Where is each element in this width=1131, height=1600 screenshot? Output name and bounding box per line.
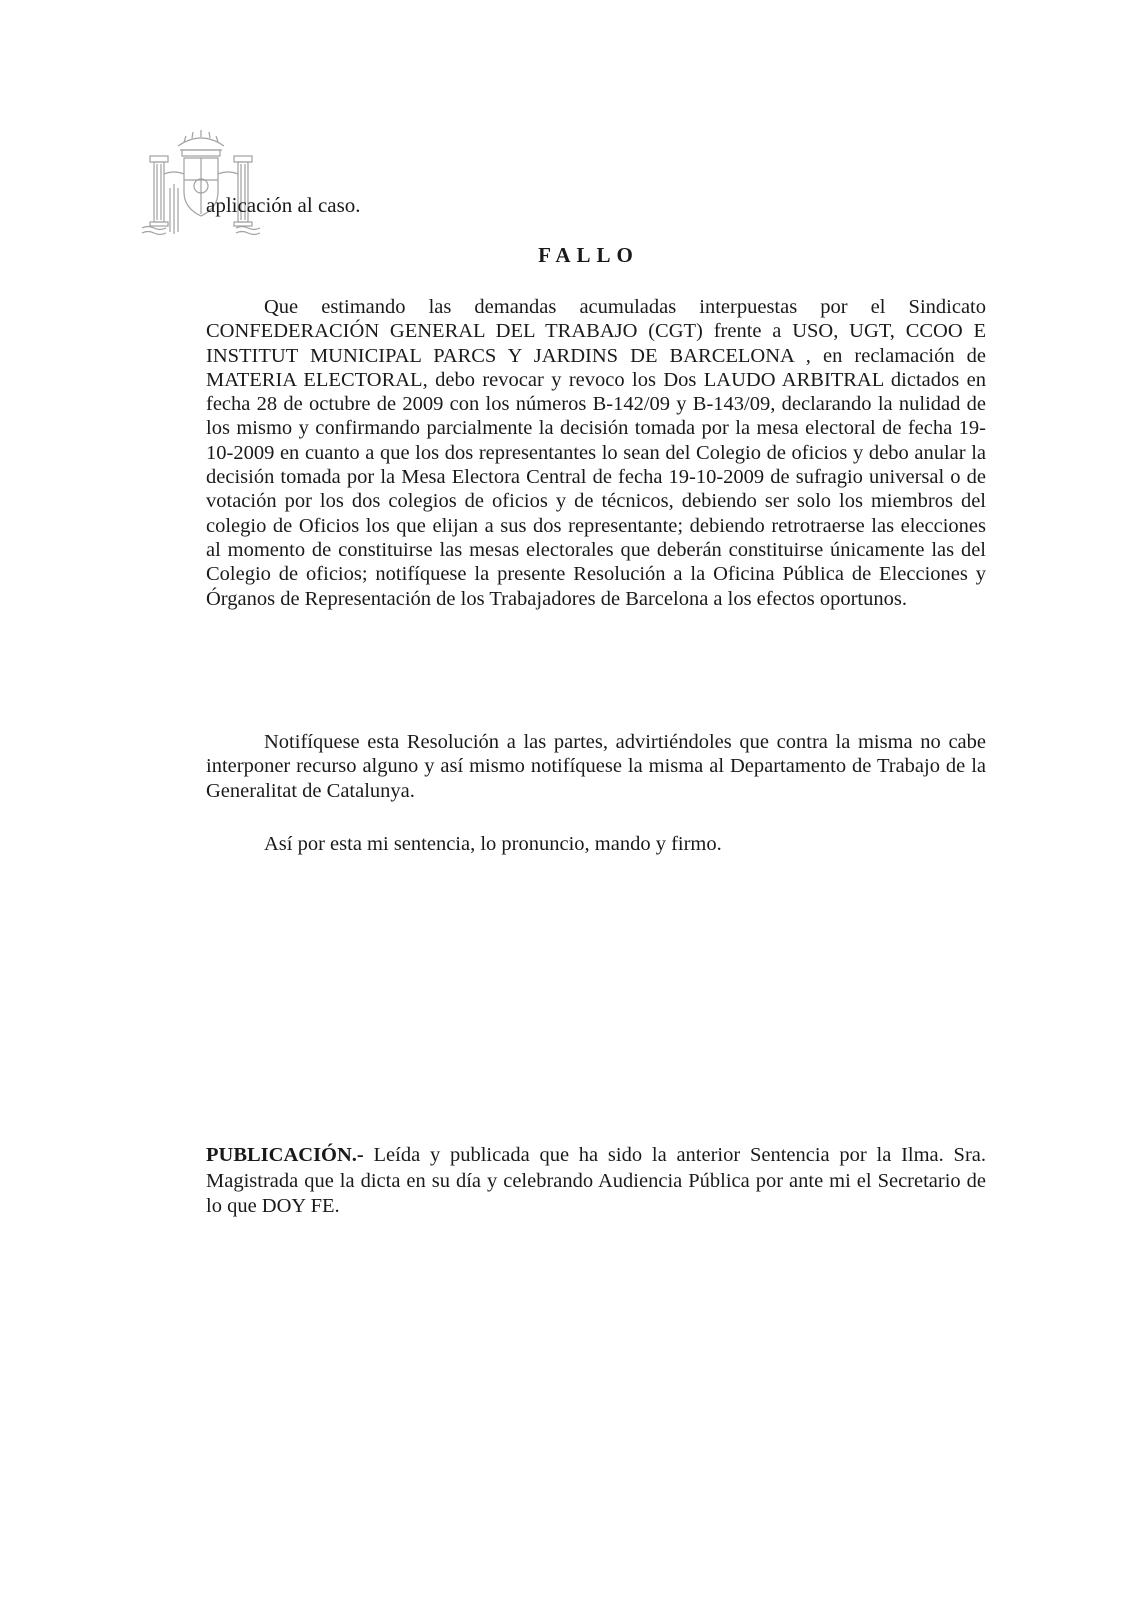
publication-label: PUBLICACIÓN.- <box>206 1144 364 1166</box>
notification-paragraph: Notifíquese esta Resolución a las partes, advirtiéndoles que contra la misma no cabe interponer recurso alguno y así mismo notifíquese la misma al Departamento de Trabajo de la Generalitat de Catalunya. <box>206 731 986 802</box>
continuation-text: aplicación al caso. <box>206 193 361 217</box>
publication-paragraph <box>206 1143 986 1220</box>
publication-text: Leída y publicada que ha sido la anterior Sentencia por la Ilma. Sra. Magistrada que la dicta en su día y celebrando Audiencia Pública por ante mi el Secretario de lo que DOY FE. <box>206 1144 986 1217</box>
ruling-paragraph: Que estimando las demandas acumuladas interpuestas por el Sindicato CONFEDERACIÓN GENERAL DEL TRABAJO (CGT) frente a USO, UGT, CCOO E INSTITUT MUNICIPAL PARCS Y JARDINS DE BARCELONA , en reclamación de MATERIA ELECTORAL, debo revocar y revoco los Dos LAUDO ARBITRAL dictados en fecha 28 de octubre de 2009 con los números B-142/09 y B-143/09, declarando la nulidad de los mismo y confirmando parcialmente la decisión tomada por la mesa electoral de fecha 19-10-2009 en cuanto a que los dos representantes lo sean del Colegio de oficios y debo anular la decisión tomada por la Mesa Electora Central de fecha 19-10-2009 de sufragio universal o de votación por los dos colegios de oficios y de técnicos, debiendo ser solo los miembros del colegio de Oficios los que elijan a sus dos representante; debiendo retrotraerse las elecciones al momento de constituirse las mesas electorales que deberán constituirse únicamente las del Colegio de oficios; notifíquese la presente Resolución a la Oficina Pública de Elecciones y Órganos de Representación de los Trabajadores de Barcelona a los efectos oportunos. <box>206 296 986 610</box>
coat-of-arms-icon <box>140 128 262 240</box>
closing-formula-paragraph: Así por esta mi sentencia, lo pronuncio, mando y firmo. <box>264 833 722 855</box>
section-heading-fallo: FALLO <box>538 243 639 267</box>
